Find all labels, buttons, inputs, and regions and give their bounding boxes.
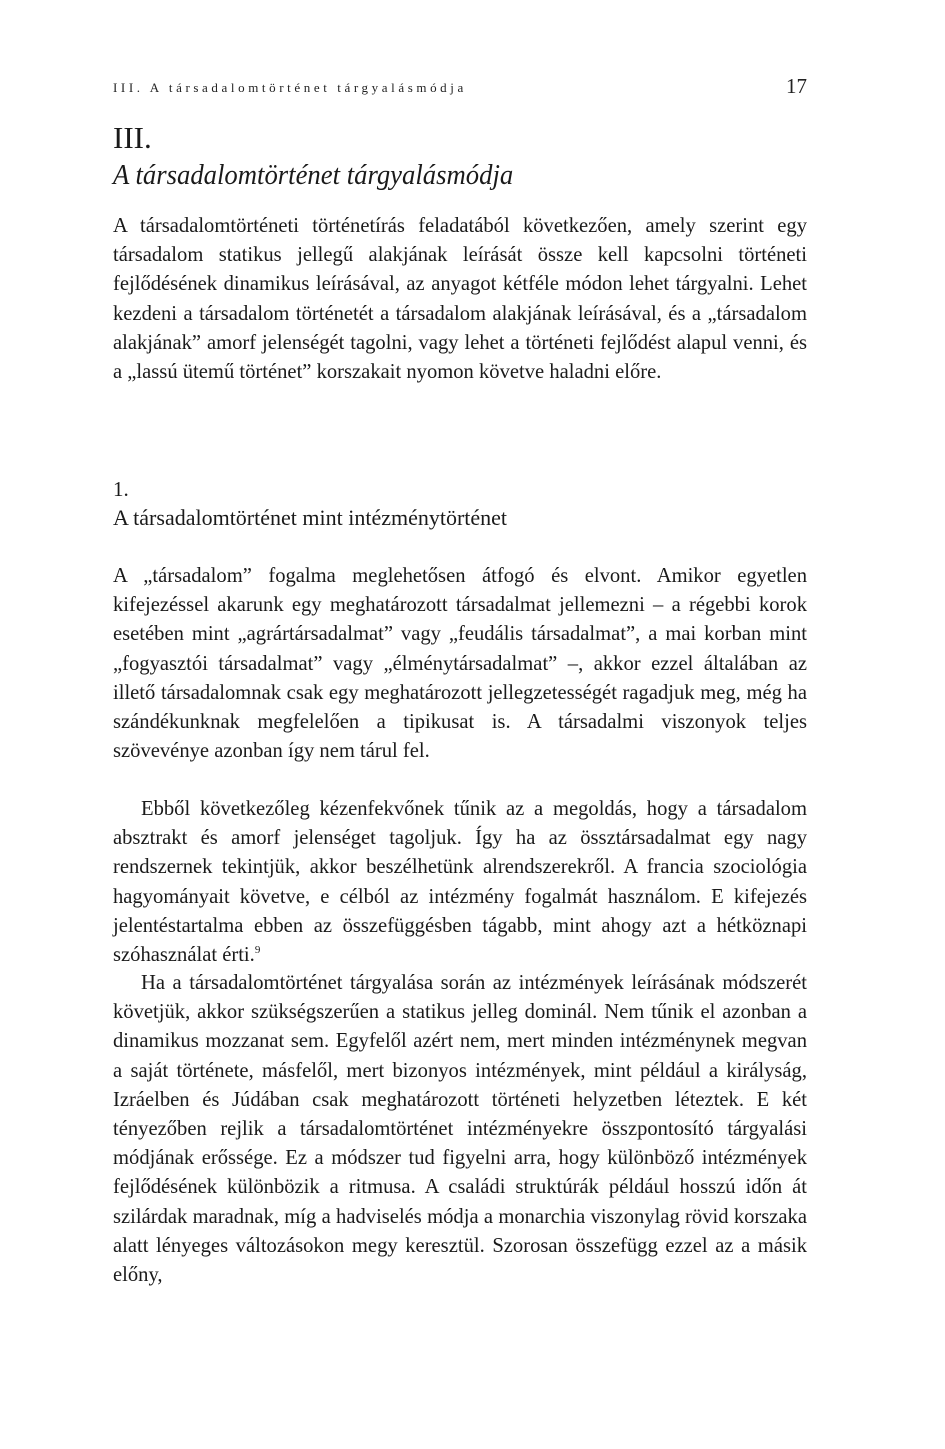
body-paragraph-3: Ha a társadalomtörténet tárgyalása során az intézmények leírásának módszerét követjük, akkor szükségszerűen a statikus jelleg dominál. Nem tűnik el azonban a dinamikus mozzanat sem. Egyfelől azért nem, mert minden intézménynek megvan a saját története, másfelől, mert bizonyos intézmények, mint például a királyság, Izráelben és Júdában csak meghatározott történeti helyzetben léteztek. E két tényezőben rejlik a társadalomtörténet intézményekre összpontosító tárgyalási módjának erőssége. Ez a módszer tud figyelni arra, hogy különböző intézmények fejlődésének különbözik a ritmusa. A családi struktúrák például hosszú időn át szilárdak maradnak, míg a hadviselés módja a monarchia viszonylag rövid korszaka alatt lényeges változásokon megy keresztül. Szorosan összefügg ezzel az a másik előny, [113,972,807,1287]
body-paragraph-2-text: Ebből következőleg kézenfekvőnek tűnik az a megoldás, hogy a társadalom absztrakt és amorf jelenséget tagoljuk. Így ha az össztársadalmat egy nagy rendszernek tekintjük, akkor beszélhetünk alrendszerekről. A francia szociológia hagyományait követve, e célból az intézmény fogalmát használom. E kifejezés jelentéstartalma ebben az összefüggésben tágabb, mint ahogy azt a hétköznapi szóhasználat érti. [113,798,807,967]
running-head-title: III. A társadalomtörténet tárgyalásmódja [113,80,467,95]
page-number: 17 [786,74,807,98]
running-head [113,74,807,100]
body-paragraph-1: A „társadalom” fogalma meglehetősen átfogó és elvont. Amikor egyetlen kifejezéssel akarunk egy meghatározott társadalmat jellemezni – a régebbi korok esetében mint „agrártársadalmat” vagy „feudális társadalmat”, a mai korban mint „fogyasztói társadalmat” vagy „élménytársadalmat” –, akkor ezzel általában az illető társadalomnak csak egy meghatározott jellegzetességét ragadjuk meg, még ha szándékunknak megfelelően a tipikusat is. A társadalmi viszonyok teljes szövevénye azonban így nem tárul fel. [113,565,807,763]
chapter-number: III. [113,120,152,155]
section-title: A társadalomtörténet mint intézménytörténet [113,505,508,530]
section-number: 1. [113,477,129,501]
intro-paragraph: A társadalomtörténeti történetírás feladatából következően, amely szerint egy társadalom statikus jellegű alakjának leírását össze kell kapcsolni történeti fejlődésének dinamikus leírásával, az anyagot kétféle módon lehet tárgyalni. Lehet kezdeni a társadalom történetét a társadalom alakjának leírásával, és a „társadalom alakjának” amorf jelenségét tagolni, vagy lehet a történeti fejlődést alapul venni, és a „lassú ütemű történet” korszakait nyomon követve haladni előre. [113,215,807,384]
footnote-marker[interactable]: 9 [254,944,261,957]
chapter-title: A társadalomtörténet tárgyalásmódja [113,159,514,191]
body-paragraph-2 [113,795,807,970]
